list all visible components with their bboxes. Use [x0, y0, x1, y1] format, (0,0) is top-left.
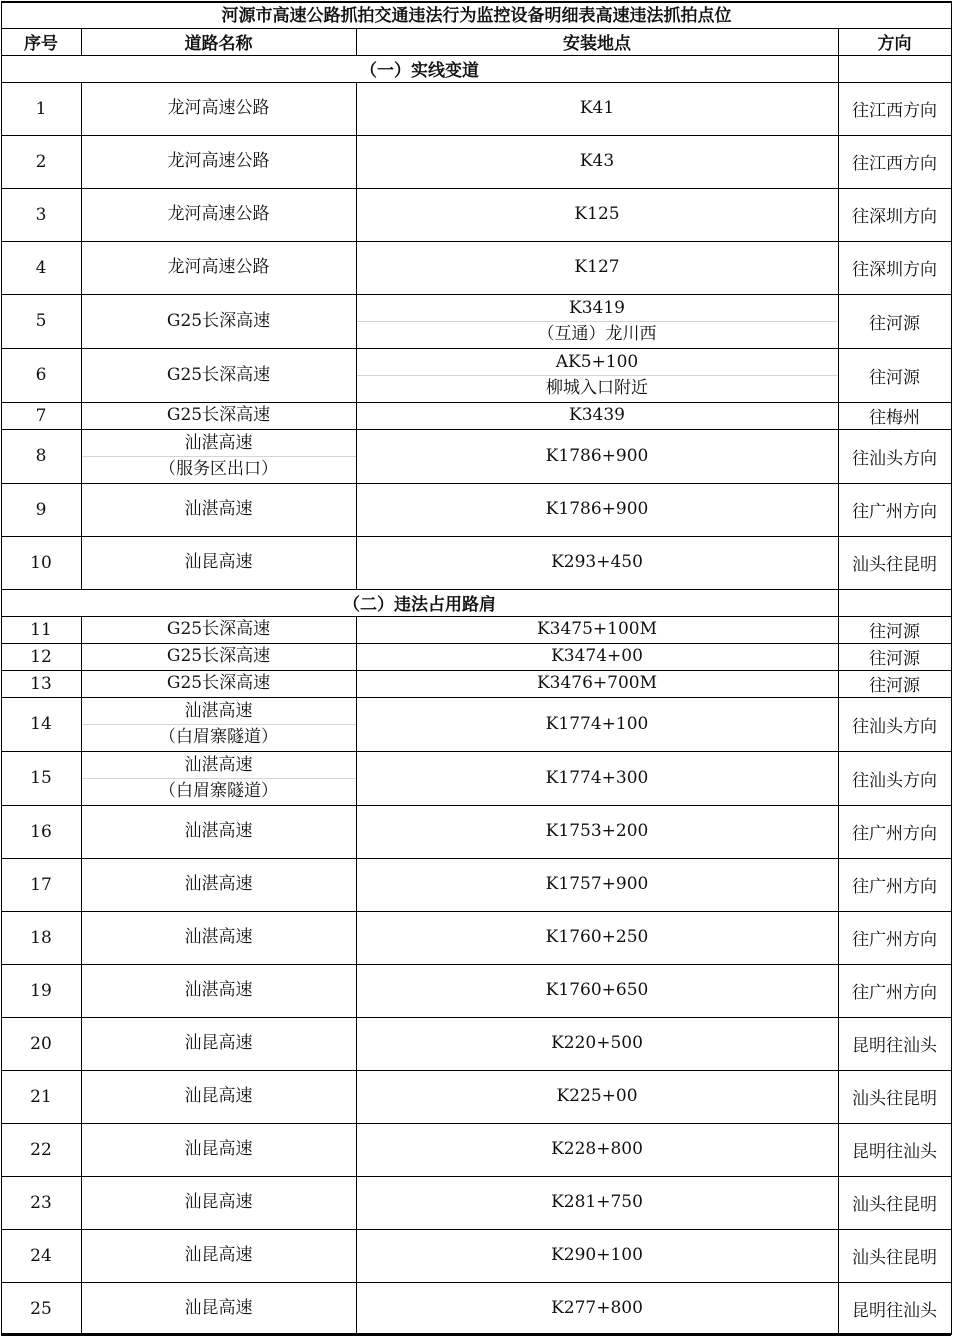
- road-name: [81, 670, 356, 697]
- install-location: [356, 536, 838, 589]
- grid-line: [1, 751, 951, 752]
- row-index: 9: [35, 499, 47, 520]
- grid-line: [1, 1229, 951, 1230]
- install-location: [356, 805, 838, 858]
- road-name-text: 汕昆高速: [184, 1139, 253, 1159]
- road-name: [81, 294, 356, 348]
- direction: 往河源: [869, 649, 920, 669]
- grid-line: [1, 1282, 951, 1283]
- row-index: 4: [35, 257, 47, 278]
- install-location: [356, 1123, 838, 1176]
- road-name: [81, 135, 356, 188]
- grid-line: [1, 241, 951, 242]
- direction: 往江西方向: [852, 101, 937, 121]
- grid-line: [1, 697, 951, 698]
- direction: 昆明往汕头: [852, 1036, 937, 1056]
- install-location: [356, 294, 838, 348]
- install-location: [356, 751, 838, 805]
- row-index: 18: [30, 927, 52, 948]
- road-name-text: 汕昆高速: [184, 1298, 253, 1318]
- grid-line: [1, 1, 951, 3]
- install-location: [356, 1229, 838, 1282]
- road-name: [81, 1123, 356, 1176]
- grid-line: [1, 82, 951, 83]
- row-index: 12: [30, 646, 52, 667]
- install-location: [356, 429, 838, 483]
- row-index: 6: [35, 365, 47, 385]
- direction: 往深圳方向: [852, 260, 937, 280]
- install-location: [356, 858, 838, 911]
- row-index: 17: [30, 874, 52, 895]
- row-index: 21: [30, 1086, 52, 1107]
- direction: 往广州方向: [852, 502, 937, 522]
- install-location-text: K281+750: [551, 1192, 643, 1212]
- direction: 往梅州: [869, 408, 920, 428]
- install-location: [356, 1017, 838, 1070]
- direction: 昆明往汕头: [852, 1142, 937, 1162]
- install-location-text: K220+500: [551, 1033, 643, 1053]
- install-location: [356, 82, 838, 135]
- road-name: [81, 1176, 356, 1229]
- install-location: [356, 643, 838, 670]
- install-location: [356, 348, 838, 402]
- install-location: [356, 964, 838, 1017]
- grid-line: [1, 670, 951, 671]
- install-location-text: K228+800: [551, 1139, 643, 1159]
- install-location: [356, 616, 838, 643]
- install-location-text: K41: [579, 98, 615, 118]
- grid-line: [1, 911, 951, 912]
- road-name-text: 汕湛高速: [184, 980, 253, 1000]
- grid-line: [1, 858, 951, 859]
- install-location-text: K3474+00: [551, 646, 643, 666]
- row-index: 19: [30, 980, 52, 1001]
- grid-line: [1, 536, 951, 537]
- install-location-text: K1786+900: [545, 445, 649, 466]
- road-name: [81, 697, 356, 751]
- install-location-text: K1774+300: [545, 767, 649, 788]
- install-location-text: K1786+900: [545, 499, 649, 519]
- road-name: [81, 964, 356, 1017]
- road-name-text: 汕湛高速: [184, 821, 253, 841]
- install-location-text: K43: [579, 151, 615, 171]
- install-location: [356, 241, 838, 294]
- install-location-text: K1760+650: [545, 980, 649, 1000]
- road-name: [81, 1017, 356, 1070]
- row-index: 22: [30, 1139, 52, 1160]
- install-location-text: K277+800: [551, 1298, 643, 1318]
- direction: 往汕头方向: [852, 448, 937, 469]
- section-label: （一）实线变道: [360, 61, 479, 81]
- install-location-text: K3475+100M: [536, 619, 658, 639]
- road-name-text: 龙河高速公路: [167, 257, 270, 277]
- row-index: 25: [30, 1298, 52, 1319]
- row-index: 16: [30, 821, 52, 842]
- install-location-text: K1774+100: [545, 713, 649, 734]
- road-name: [81, 643, 356, 670]
- road-name: [81, 402, 356, 429]
- row-index: 23: [30, 1192, 52, 1213]
- road-name-text: 汕昆高速: [184, 552, 253, 572]
- grid-line: [1, 188, 951, 189]
- row-index: 11: [30, 619, 52, 640]
- direction: 往汕头方向: [852, 716, 937, 737]
- road-name-text: 汕湛高速: [184, 874, 253, 894]
- direction: 往广州方向: [852, 877, 937, 897]
- road-name: [81, 483, 356, 536]
- grid-line: [1, 1123, 951, 1124]
- row-index: 14: [30, 714, 52, 734]
- road-name-text-line: （白眉寨隧道）: [81, 724, 356, 750]
- road-name: [81, 911, 356, 964]
- road-name-text: 汕昆高速: [184, 1245, 253, 1265]
- install-location-text: K3476+700M: [536, 673, 658, 693]
- row-index: 15: [30, 768, 52, 788]
- install-location: [356, 188, 838, 241]
- road-name-text: 汕昆高速: [184, 1086, 253, 1106]
- road-name-text-line: 汕湛高速: [184, 700, 253, 721]
- direction: 汕头往昆明: [852, 1248, 937, 1268]
- road-name-text: G25长深高速: [166, 405, 271, 425]
- road-name-text: 汕湛高速: [184, 499, 253, 519]
- install-location: [356, 1282, 838, 1335]
- road-name: [81, 241, 356, 294]
- install-location: [356, 135, 838, 188]
- road-name-text: G25长深高速: [166, 646, 271, 666]
- grid-line: [1, 28, 951, 29]
- direction: 往广州方向: [852, 930, 937, 950]
- grid-line: [1, 483, 951, 484]
- road-name: [81, 1282, 356, 1335]
- direction: 昆明往汕头: [852, 1301, 937, 1321]
- grid-line: [356, 28, 357, 55]
- grid-line: [356, 82, 357, 589]
- install-location-text-line: AK5+100: [555, 351, 639, 372]
- road-name: [81, 348, 356, 402]
- road-name: [81, 536, 356, 589]
- direction: 汕头往昆明: [852, 1195, 937, 1215]
- grid-line: [81, 82, 82, 589]
- grid-line: [1, 1017, 951, 1018]
- grid-line: [1, 294, 951, 295]
- grid-line: [1, 643, 951, 644]
- install-location: [356, 483, 838, 536]
- grid-line: [1, 55, 951, 56]
- road-name-text: 汕昆高速: [184, 1033, 253, 1053]
- grid-line: [1, 1, 2, 1335]
- install-location-text: K293+450: [551, 552, 643, 572]
- direction: 汕头往昆明: [852, 1089, 937, 1109]
- section-label: （二）违法占用路肩: [343, 595, 496, 615]
- grid-line: [838, 28, 839, 1335]
- direction: 往广州方向: [852, 983, 937, 1003]
- direction: 往河源: [869, 676, 920, 696]
- road-name-text-line: （白眉寨隧道）: [81, 778, 356, 804]
- install-location-text: K1753+200: [545, 821, 649, 841]
- grid-line: [1, 1176, 951, 1177]
- install-location-text-line: K3419: [569, 297, 625, 318]
- header-direction: 方向: [877, 34, 912, 54]
- install-location: [356, 1070, 838, 1123]
- row-index: 1: [35, 98, 47, 119]
- row-index: 13: [30, 673, 52, 694]
- header-location: 安装地点: [563, 34, 631, 54]
- road-name: [81, 751, 356, 805]
- grid-line: [1, 402, 951, 403]
- road-name-text: 龙河高速公路: [167, 98, 270, 118]
- row-index: 24: [30, 1245, 52, 1266]
- table-title: 河源市高速公路抓拍交通违法行为监控设备明细表高速违法抓拍点位: [221, 6, 732, 26]
- road-name: [81, 1229, 356, 1282]
- road-name-text-line: （服务区出口）: [81, 456, 356, 482]
- install-location: [356, 911, 838, 964]
- grid-line: [81, 28, 82, 55]
- install-location-text: K290+100: [551, 1245, 643, 1265]
- road-name: [81, 616, 356, 643]
- road-name: [81, 1070, 356, 1123]
- row-index: 10: [30, 552, 52, 573]
- row-index: 8: [35, 446, 47, 466]
- road-name-text: 汕昆高速: [184, 1192, 253, 1212]
- road-name: [81, 188, 356, 241]
- direction: 往江西方向: [852, 154, 937, 174]
- install-location: [356, 697, 838, 751]
- row-index: 5: [35, 311, 47, 331]
- road-name-text: 龙河高速公路: [167, 204, 270, 224]
- grid-line: [356, 616, 357, 1335]
- row-index: 7: [35, 405, 47, 426]
- direction: 往河源: [869, 622, 920, 642]
- install-location-text-line: 柳城入口附近: [356, 375, 838, 401]
- road-name-text: 龙河高速公路: [167, 151, 270, 171]
- direction: 往汕头方向: [852, 770, 937, 791]
- direction: 往深圳方向: [852, 207, 937, 227]
- grid-line: [951, 1, 952, 1335]
- install-location: [356, 1176, 838, 1229]
- direction: 往广州方向: [852, 824, 937, 844]
- header-index: 序号: [24, 34, 58, 54]
- road-name-text: G25长深高速: [166, 673, 271, 693]
- road-name: [81, 429, 356, 483]
- road-name-text-line: 汕湛高速: [184, 754, 253, 775]
- grid-line: [1, 589, 951, 590]
- grid-line: [1, 964, 951, 965]
- row-index: 2: [35, 151, 47, 172]
- install-location-text: K3439: [569, 405, 625, 425]
- install-location-text: K225+00: [556, 1086, 638, 1106]
- direction: 往河源: [869, 313, 920, 334]
- install-location-text-line: （互通）龙川西: [356, 321, 838, 347]
- road-name: [81, 805, 356, 858]
- section-label-empty-cell: [838, 589, 951, 616]
- section-label-empty-cell: [838, 55, 951, 82]
- grid-line: [1, 135, 951, 136]
- road-name-text: 汕湛高速: [184, 927, 253, 947]
- install-location-text: K125: [574, 204, 620, 224]
- row-index: 3: [35, 204, 47, 225]
- road-name-text: G25长深高速: [166, 310, 271, 331]
- direction: 往河源: [869, 367, 920, 388]
- grid-line: [1, 1070, 951, 1071]
- grid-line: [1, 616, 951, 617]
- grid-line: [1, 348, 951, 349]
- road-name-text-line: 汕湛高速: [184, 432, 253, 453]
- road-name: [81, 82, 356, 135]
- row-index: 20: [30, 1033, 52, 1054]
- install-location-text: K127: [574, 257, 620, 277]
- direction: 汕头往昆明: [852, 555, 937, 575]
- install-location-text: K1757+900: [545, 874, 649, 894]
- install-location: [356, 670, 838, 697]
- grid-line: [81, 616, 82, 1335]
- grid-line: [1, 429, 951, 430]
- road-name-text: G25长深高速: [166, 364, 271, 385]
- header-road-name: 道路名称: [184, 34, 253, 54]
- road-name: [81, 858, 356, 911]
- install-location: [356, 402, 838, 429]
- install-location-text: K1760+250: [545, 927, 649, 947]
- grid-line: [1, 805, 951, 806]
- road-name-text: G25长深高速: [166, 619, 271, 639]
